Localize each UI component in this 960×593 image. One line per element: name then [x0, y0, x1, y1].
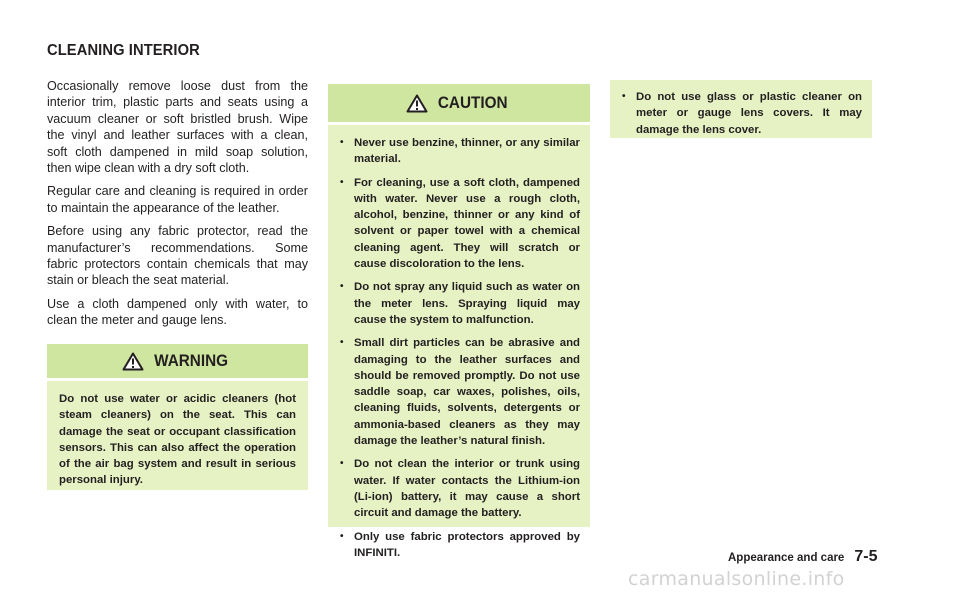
footer-section-title: Appearance and care: [728, 552, 845, 564]
caution-continued-list: [610, 80, 872, 138]
warning-box: [47, 344, 308, 490]
page-number: 7-5: [854, 548, 878, 565]
caution-continued-box: [610, 80, 872, 138]
caution-list: [328, 125, 590, 561]
caution-title: CAUTION: [438, 93, 508, 112]
caution-item: • For cleaning, use a soft cloth, dampened with water. Never use a rough cloth, alcohol, benzine, thinner or any kind of solvent or paper towel with a chemical cleaning agent. They will scratch or cause discoloration to the lens.: [338, 175, 580, 273]
intro-paragraph: Before using any fabric protector, read the manufacturer’s recommendations. Some fabric protectors contain chemicals that may stain or bleach the seat material.: [47, 224, 308, 288]
intro-text: [47, 78, 308, 336]
warning-triangle-icon: [406, 94, 428, 113]
caution-item: • Small dirt particles can be abrasive and damaging to the leather surfaces and should be removed promptly. Do not use saddle soap, car waxes, polishes, oils, cleaning fluids, solvents, detergents or ammonia-based cleaners as they may damage the leather’s natural finish.: [338, 335, 580, 449]
warning-title: WARNING: [154, 351, 229, 370]
intro-paragraph: Regular care and cleaning is required in order to maintain the appearance of the leather.: [47, 184, 308, 215]
watermark: carmanualsonline.info: [628, 568, 845, 590]
warning-header: [47, 344, 308, 381]
warning-triangle-icon: [122, 352, 144, 371]
caution-header: [328, 84, 590, 125]
caution-item: • Do not use glass or plastic cleaner on meter or gauge lens covers. It may damage the lens cover.: [620, 89, 862, 138]
caution-item: • Do not clean the interior or trunk using water. If water contacts the Lithium-ion (Li-ion) battery, it may cause a short circuit and damage the battery.: [338, 456, 580, 521]
caution-box: [328, 84, 590, 559]
section-heading: CLEANING INTERIOR: [47, 42, 200, 59]
warning-text: Do not use water or acidic cleaners (hot steam cleaners) on the seat. This can damage the seat or occupant classification sensors. This can also affect the operation of the air bag system and result in serious personal injury.: [59, 393, 296, 487]
caution-item: • Do not spray any liquid such as water on the meter lens. Spraying liquid may cause the system to malfunction.: [338, 279, 580, 328]
caution-item: • Only use fabric protectors approved by INFINITI.: [338, 529, 580, 562]
intro-paragraph: Use a cloth dampened only with water, to clean the meter and gauge lens.: [47, 296, 308, 328]
caution-item: • Never use benzine, thinner, or any similar material.: [338, 135, 580, 168]
page-footer: [728, 548, 877, 566]
intro-paragraph: Occasionally remove loose dust from the interior trim, plastic parts and seats using a vacuum cleaner or soft bristled brush. Wipe the vinyl and leather surfaces with a clean, soft cloth dampened in mild soap solution, then wipe clean with a dry soft cloth.: [47, 79, 308, 176]
